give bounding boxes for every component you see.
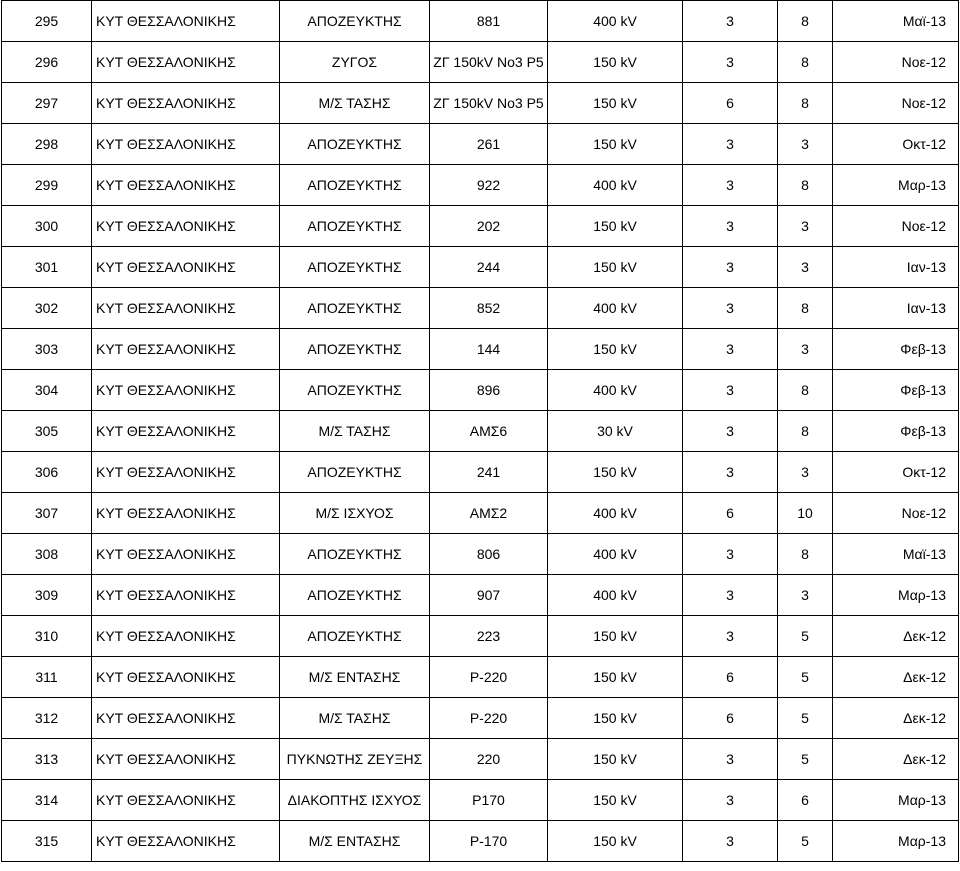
row-number-cell: 308 (2, 534, 92, 575)
value-a-cell: 3 (683, 616, 778, 657)
equipment-code-cell: 806 (430, 534, 548, 575)
voltage-level-cell: 400 kV (548, 370, 683, 411)
date-cell: Νοε-12 (833, 206, 959, 247)
value-a-cell: 3 (683, 329, 778, 370)
equipment-type-cell: ΑΠΟΖΕΥΚΤΗΣ (280, 124, 430, 165)
date-cell: Μαρ-13 (833, 575, 959, 616)
equipment-type-cell: ΑΠΟΖΕΥΚΤΗΣ (280, 370, 430, 411)
value-a-cell: 3 (683, 534, 778, 575)
station-name-cell: ΚΥΤ ΘΕΣΣΑΛΟΝΙΚΗΣ (92, 657, 280, 698)
row-number-cell: 299 (2, 165, 92, 206)
table-body (2, 1, 959, 862)
equipment-type-cell: ΑΠΟΖΕΥΚΤΗΣ (280, 165, 430, 206)
equipment-code-cell: ΑΜΣ6 (430, 411, 548, 452)
station-name-cell: ΚΥΤ ΘΕΣΣΑΛΟΝΙΚΗΣ (92, 42, 280, 83)
voltage-level-cell: 150 kV (548, 616, 683, 657)
value-a-cell: 6 (683, 698, 778, 739)
table-row (2, 42, 959, 83)
table-row (2, 288, 959, 329)
equipment-type-cell: Μ/Σ ΤΑΣΗΣ (280, 411, 430, 452)
voltage-level-cell: 400 kV (548, 493, 683, 534)
equipment-code-cell: Ρ-220 (430, 657, 548, 698)
value-b-cell: 8 (778, 411, 833, 452)
equipment-code-cell: 907 (430, 575, 548, 616)
equipment-type-cell: ΔΙΑΚΟΠΤΗΣ ΙΣΧΥΟΣ (280, 780, 430, 821)
date-cell: Φεβ-13 (833, 329, 959, 370)
row-number-cell: 314 (2, 780, 92, 821)
value-a-cell: 3 (683, 206, 778, 247)
station-name-cell: ΚΥΤ ΘΕΣΣΑΛΟΝΙΚΗΣ (92, 165, 280, 206)
date-cell: Ιαν-13 (833, 247, 959, 288)
date-cell: Μαϊ-13 (833, 534, 959, 575)
voltage-level-cell: 400 kV (548, 165, 683, 206)
value-b-cell: 8 (778, 165, 833, 206)
value-b-cell: 3 (778, 329, 833, 370)
value-a-cell: 3 (683, 42, 778, 83)
table-row (2, 657, 959, 698)
equipment-code-cell: 220 (430, 739, 548, 780)
equipment-type-cell: ΑΠΟΖΕΥΚΤΗΣ (280, 616, 430, 657)
row-number-cell: 303 (2, 329, 92, 370)
voltage-level-cell: 150 kV (548, 124, 683, 165)
value-b-cell: 8 (778, 534, 833, 575)
table-row (2, 124, 959, 165)
voltage-level-cell: 150 kV (548, 452, 683, 493)
equipment-table (1, 0, 959, 862)
equipment-code-cell: 881 (430, 1, 548, 42)
value-a-cell: 3 (683, 1, 778, 42)
value-b-cell: 5 (778, 657, 833, 698)
equipment-type-cell: ΑΠΟΖΕΥΚΤΗΣ (280, 247, 430, 288)
voltage-level-cell: 150 kV (548, 83, 683, 124)
voltage-level-cell: 400 kV (548, 534, 683, 575)
equipment-type-cell: ΑΠΟΖΕΥΚΤΗΣ (280, 534, 430, 575)
row-number-cell: 296 (2, 42, 92, 83)
equipment-type-cell: ΑΠΟΖΕΥΚΤΗΣ (280, 1, 430, 42)
date-cell: Οκτ-12 (833, 124, 959, 165)
value-a-cell: 6 (683, 493, 778, 534)
equipment-code-cell: Ρ170 (430, 780, 548, 821)
equipment-code-cell: ΑΜΣ2 (430, 493, 548, 534)
value-b-cell: 5 (778, 821, 833, 862)
value-b-cell: 8 (778, 1, 833, 42)
voltage-level-cell: 150 kV (548, 42, 683, 83)
value-a-cell: 6 (683, 83, 778, 124)
equipment-type-cell: ΠΥΚΝΩΤΗΣ ΖΕΥΞΗΣ (280, 739, 430, 780)
date-cell: Μαρ-13 (833, 165, 959, 206)
row-number-cell: 304 (2, 370, 92, 411)
date-cell: Φεβ-13 (833, 411, 959, 452)
equipment-code-cell: Ρ-220 (430, 698, 548, 739)
station-name-cell: ΚΥΤ ΘΕΣΣΑΛΟΝΙΚΗΣ (92, 329, 280, 370)
value-b-cell: 3 (778, 247, 833, 288)
date-cell: Δεκ-12 (833, 616, 959, 657)
voltage-level-cell: 150 kV (548, 698, 683, 739)
station-name-cell: ΚΥΤ ΘΕΣΣΑΛΟΝΙΚΗΣ (92, 247, 280, 288)
date-cell: Μαρ-13 (833, 780, 959, 821)
date-cell: Μαρ-13 (833, 821, 959, 862)
equipment-type-cell: ΑΠΟΖΕΥΚΤΗΣ (280, 206, 430, 247)
equipment-type-cell: ΖΥΓΟΣ (280, 42, 430, 83)
table-row (2, 370, 959, 411)
station-name-cell: ΚΥΤ ΘΕΣΣΑΛΟΝΙΚΗΣ (92, 575, 280, 616)
equipment-type-cell: ΑΠΟΖΕΥΚΤΗΣ (280, 575, 430, 616)
table-row (2, 739, 959, 780)
station-name-cell: ΚΥΤ ΘΕΣΣΑΛΟΝΙΚΗΣ (92, 821, 280, 862)
equipment-type-cell: Μ/Σ ΕΝΤΑΣΗΣ (280, 657, 430, 698)
equipment-code-cell: 244 (430, 247, 548, 288)
row-number-cell: 295 (2, 1, 92, 42)
value-a-cell: 3 (683, 575, 778, 616)
station-name-cell: ΚΥΤ ΘΕΣΣΑΛΟΝΙΚΗΣ (92, 452, 280, 493)
voltage-level-cell: 150 kV (548, 329, 683, 370)
equipment-type-cell: Μ/Σ ΤΑΣΗΣ (280, 83, 430, 124)
value-a-cell: 3 (683, 780, 778, 821)
row-number-cell: 298 (2, 124, 92, 165)
table-row (2, 493, 959, 534)
table-row (2, 1, 959, 42)
voltage-level-cell: 150 kV (548, 657, 683, 698)
row-number-cell: 310 (2, 616, 92, 657)
table-row (2, 452, 959, 493)
value-b-cell: 5 (778, 698, 833, 739)
value-a-cell: 3 (683, 452, 778, 493)
date-cell: Φεβ-13 (833, 370, 959, 411)
table-row (2, 821, 959, 862)
voltage-level-cell: 150 kV (548, 739, 683, 780)
row-number-cell: 315 (2, 821, 92, 862)
equipment-type-cell: ΑΠΟΖΕΥΚΤΗΣ (280, 329, 430, 370)
table-row (2, 780, 959, 821)
value-b-cell: 10 (778, 493, 833, 534)
table-row (2, 534, 959, 575)
value-b-cell: 3 (778, 124, 833, 165)
value-b-cell: 5 (778, 739, 833, 780)
row-number-cell: 300 (2, 206, 92, 247)
station-name-cell: ΚΥΤ ΘΕΣΣΑΛΟΝΙΚΗΣ (92, 616, 280, 657)
equipment-code-cell: 852 (430, 288, 548, 329)
equipment-code-cell: 202 (430, 206, 548, 247)
value-b-cell: 8 (778, 42, 833, 83)
value-a-cell: 3 (683, 247, 778, 288)
equipment-code-cell: Ρ-170 (430, 821, 548, 862)
station-name-cell: ΚΥΤ ΘΕΣΣΑΛΟΝΙΚΗΣ (92, 206, 280, 247)
equipment-type-cell: Μ/Σ ΤΑΣΗΣ (280, 698, 430, 739)
station-name-cell: ΚΥΤ ΘΕΣΣΑΛΟΝΙΚΗΣ (92, 370, 280, 411)
table-row (2, 616, 959, 657)
row-number-cell: 297 (2, 83, 92, 124)
table-row (2, 247, 959, 288)
station-name-cell: ΚΥΤ ΘΕΣΣΑΛΟΝΙΚΗΣ (92, 780, 280, 821)
date-cell: Δεκ-12 (833, 657, 959, 698)
station-name-cell: ΚΥΤ ΘΕΣΣΑΛΟΝΙΚΗΣ (92, 288, 280, 329)
date-cell: Δεκ-12 (833, 739, 959, 780)
value-a-cell: 3 (683, 124, 778, 165)
value-a-cell: 3 (683, 370, 778, 411)
table-row (2, 411, 959, 452)
date-cell: Νοε-12 (833, 42, 959, 83)
voltage-level-cell: 400 kV (548, 288, 683, 329)
station-name-cell: ΚΥΤ ΘΕΣΣΑΛΟΝΙΚΗΣ (92, 124, 280, 165)
station-name-cell: ΚΥΤ ΘΕΣΣΑΛΟΝΙΚΗΣ (92, 739, 280, 780)
date-cell: Νοε-12 (833, 493, 959, 534)
row-number-cell: 306 (2, 452, 92, 493)
value-b-cell: 8 (778, 288, 833, 329)
table-row (2, 698, 959, 739)
station-name-cell: ΚΥΤ ΘΕΣΣΑΛΟΝΙΚΗΣ (92, 83, 280, 124)
table-row (2, 165, 959, 206)
row-number-cell: 313 (2, 739, 92, 780)
row-number-cell: 311 (2, 657, 92, 698)
value-a-cell: 3 (683, 739, 778, 780)
station-name-cell: ΚΥΤ ΘΕΣΣΑΛΟΝΙΚΗΣ (92, 534, 280, 575)
row-number-cell: 302 (2, 288, 92, 329)
station-name-cell: ΚΥΤ ΘΕΣΣΑΛΟΝΙΚΗΣ (92, 1, 280, 42)
voltage-level-cell: 150 kV (548, 821, 683, 862)
row-number-cell: 312 (2, 698, 92, 739)
value-b-cell: 6 (778, 780, 833, 821)
value-b-cell: 3 (778, 206, 833, 247)
value-b-cell: 8 (778, 83, 833, 124)
value-b-cell: 5 (778, 616, 833, 657)
table-row (2, 83, 959, 124)
voltage-level-cell: 400 kV (548, 1, 683, 42)
equipment-type-cell: ΑΠΟΖΕΥΚΤΗΣ (280, 288, 430, 329)
equipment-code-cell: 896 (430, 370, 548, 411)
table-row (2, 206, 959, 247)
station-name-cell: ΚΥΤ ΘΕΣΣΑΛΟΝΙΚΗΣ (92, 698, 280, 739)
table-row (2, 575, 959, 616)
value-b-cell: 3 (778, 452, 833, 493)
equipment-code-cell: 922 (430, 165, 548, 206)
date-cell: Νοε-12 (833, 83, 959, 124)
date-cell: Δεκ-12 (833, 698, 959, 739)
voltage-level-cell: 150 kV (548, 780, 683, 821)
value-b-cell: 3 (778, 575, 833, 616)
value-a-cell: 6 (683, 657, 778, 698)
value-b-cell: 8 (778, 370, 833, 411)
voltage-level-cell: 150 kV (548, 206, 683, 247)
equipment-code-cell: ΖΓ 150kV Νο3 Ρ5 (430, 83, 548, 124)
equipment-code-cell: 144 (430, 329, 548, 370)
voltage-level-cell: 400 kV (548, 575, 683, 616)
row-number-cell: 301 (2, 247, 92, 288)
station-name-cell: ΚΥΤ ΘΕΣΣΑΛΟΝΙΚΗΣ (92, 493, 280, 534)
equipment-type-cell: ΑΠΟΖΕΥΚΤΗΣ (280, 452, 430, 493)
value-a-cell: 3 (683, 288, 778, 329)
equipment-type-cell: Μ/Σ ΕΝΤΑΣΗΣ (280, 821, 430, 862)
date-cell: Ιαν-13 (833, 288, 959, 329)
value-a-cell: 3 (683, 411, 778, 452)
value-a-cell: 3 (683, 821, 778, 862)
row-number-cell: 305 (2, 411, 92, 452)
equipment-code-cell: ΖΓ 150kV Νο3 Ρ5 (430, 42, 548, 83)
table-row (2, 329, 959, 370)
station-name-cell: ΚΥΤ ΘΕΣΣΑΛΟΝΙΚΗΣ (92, 411, 280, 452)
value-a-cell: 3 (683, 165, 778, 206)
date-cell: Οκτ-12 (833, 452, 959, 493)
row-number-cell: 307 (2, 493, 92, 534)
equipment-code-cell: 241 (430, 452, 548, 493)
date-cell: Μαϊ-13 (833, 1, 959, 42)
row-number-cell: 309 (2, 575, 92, 616)
equipment-code-cell: 261 (430, 124, 548, 165)
equipment-type-cell: Μ/Σ ΙΣΧΥΟΣ (280, 493, 430, 534)
voltage-level-cell: 150 kV (548, 247, 683, 288)
voltage-level-cell: 30 kV (548, 411, 683, 452)
equipment-code-cell: 223 (430, 616, 548, 657)
